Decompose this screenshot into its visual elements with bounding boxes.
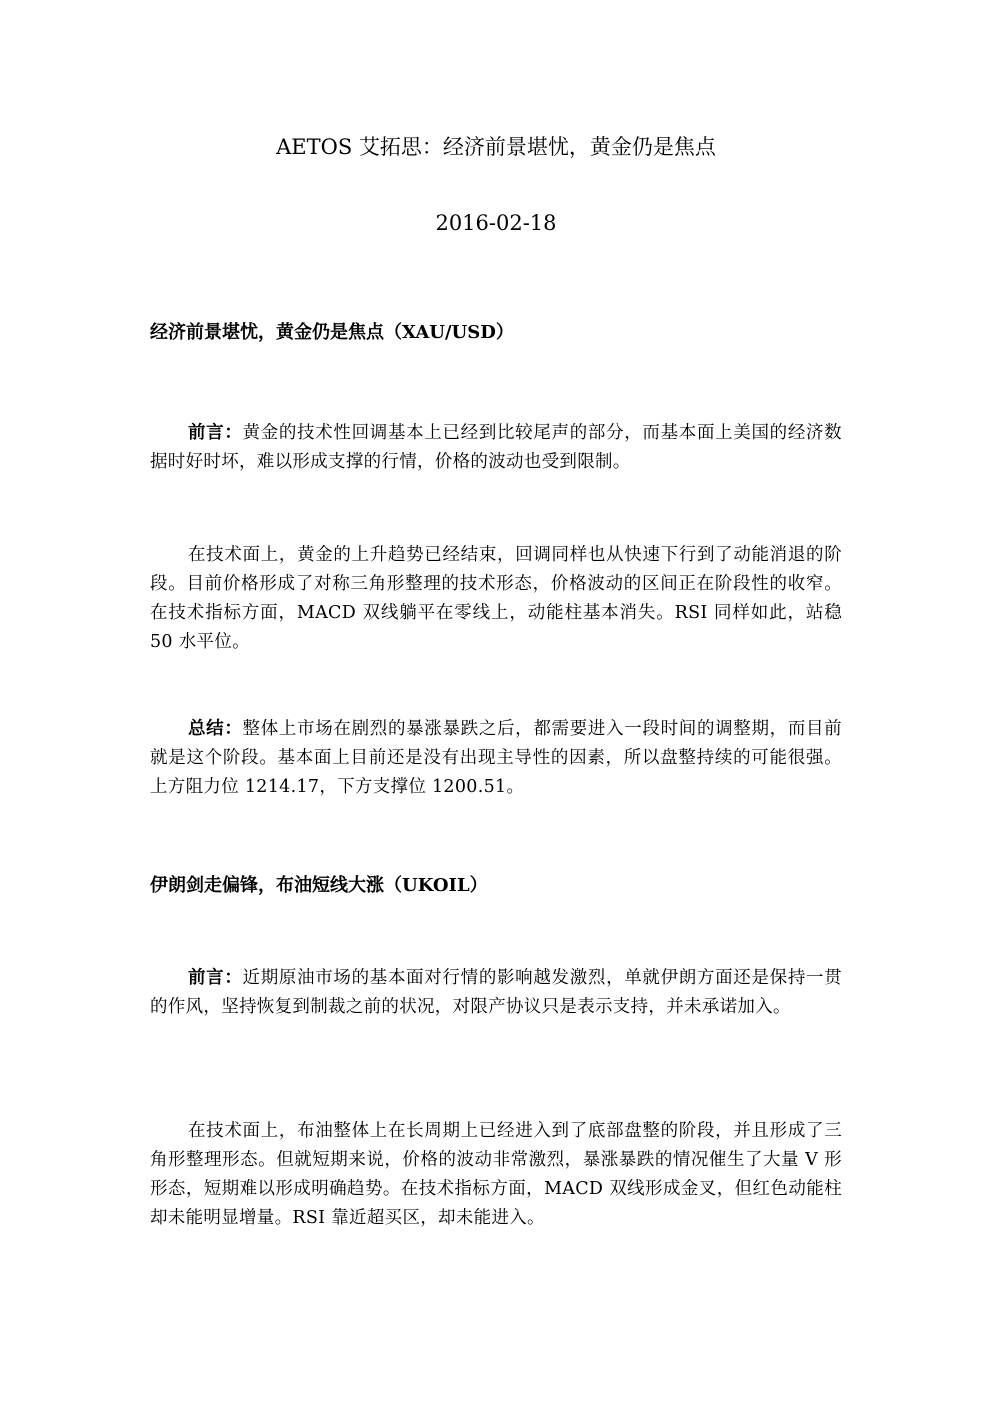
- document-date: 2016-02-18: [435, 211, 557, 235]
- intro-label: 前言：: [188, 968, 243, 988]
- intro-text: 近期原油市场的基本面对行情的影响越发激烈，单就伊朗方面还是保持一贯的作风，坚持恢复到制裁之前的状况，对限产协议只是表示支持，并未承诺加入。: [150, 968, 842, 1017]
- summary-label: 总结：: [188, 719, 243, 739]
- intro-text: 黄金的技术性回调基本上已经到比较尾声的部分，而基本面上美国的经济数据时好时坏，难以形成支撑的行情，价格的波动也受到限制。: [150, 423, 842, 472]
- section-heading-oil: 伊朗剑走偏锋，布油短线大涨（UKOIL）: [150, 875, 488, 896]
- intro-label: 前言：: [188, 423, 243, 443]
- paragraph-gold-technical: 在技术面上，黄金的上升趋势已经结束，回调同样也从快速下行到了动能消退的阶段。目前价格形成了对称三角形整理的技术形态，价格波动的区间正在阶段性的收窄。在技术指标方面，MACD 双线躺平在零线上，动能柱基本消失。RSI 同样如此，站稳 50 水平位。: [150, 545, 842, 652]
- paragraph-oil-intro: [150, 964, 842, 1022]
- paragraph-gold-intro: [150, 419, 842, 477]
- document-title: AETOS 艾拓思：经济前景堪忧，黄金仍是焦点: [276, 135, 716, 159]
- paragraph-gold-summary: [150, 715, 842, 802]
- paragraph-oil-technical: 在技术面上，布油整体上在长周期上已经进入到了底部盘整的阶段，并且形成了三角形整理形态。但就短期来说，价格的波动非常激烈，暴涨暴跌的情况催生了大量 V 形形态，短期难以形成明确趋势。在技术指标方面，MACD 双线形成金叉，但红色动能柱却未能明显增量。RSI 靠近超买区，却未能进入。: [150, 1121, 842, 1228]
- section-heading-gold: 经济前景堪忧，黄金仍是焦点（XAU/USD）: [150, 322, 514, 343]
- summary-text: 整体上市场在剧烈的暴涨暴跌之后，都需要进入一段时间的调整期，而目前就是这个阶段。基本面上目前还是没有出现主导性的因素，所以盘整持续的可能很强。上方阻力位 1214.17，下方支撑位 1200.51。: [150, 719, 842, 797]
